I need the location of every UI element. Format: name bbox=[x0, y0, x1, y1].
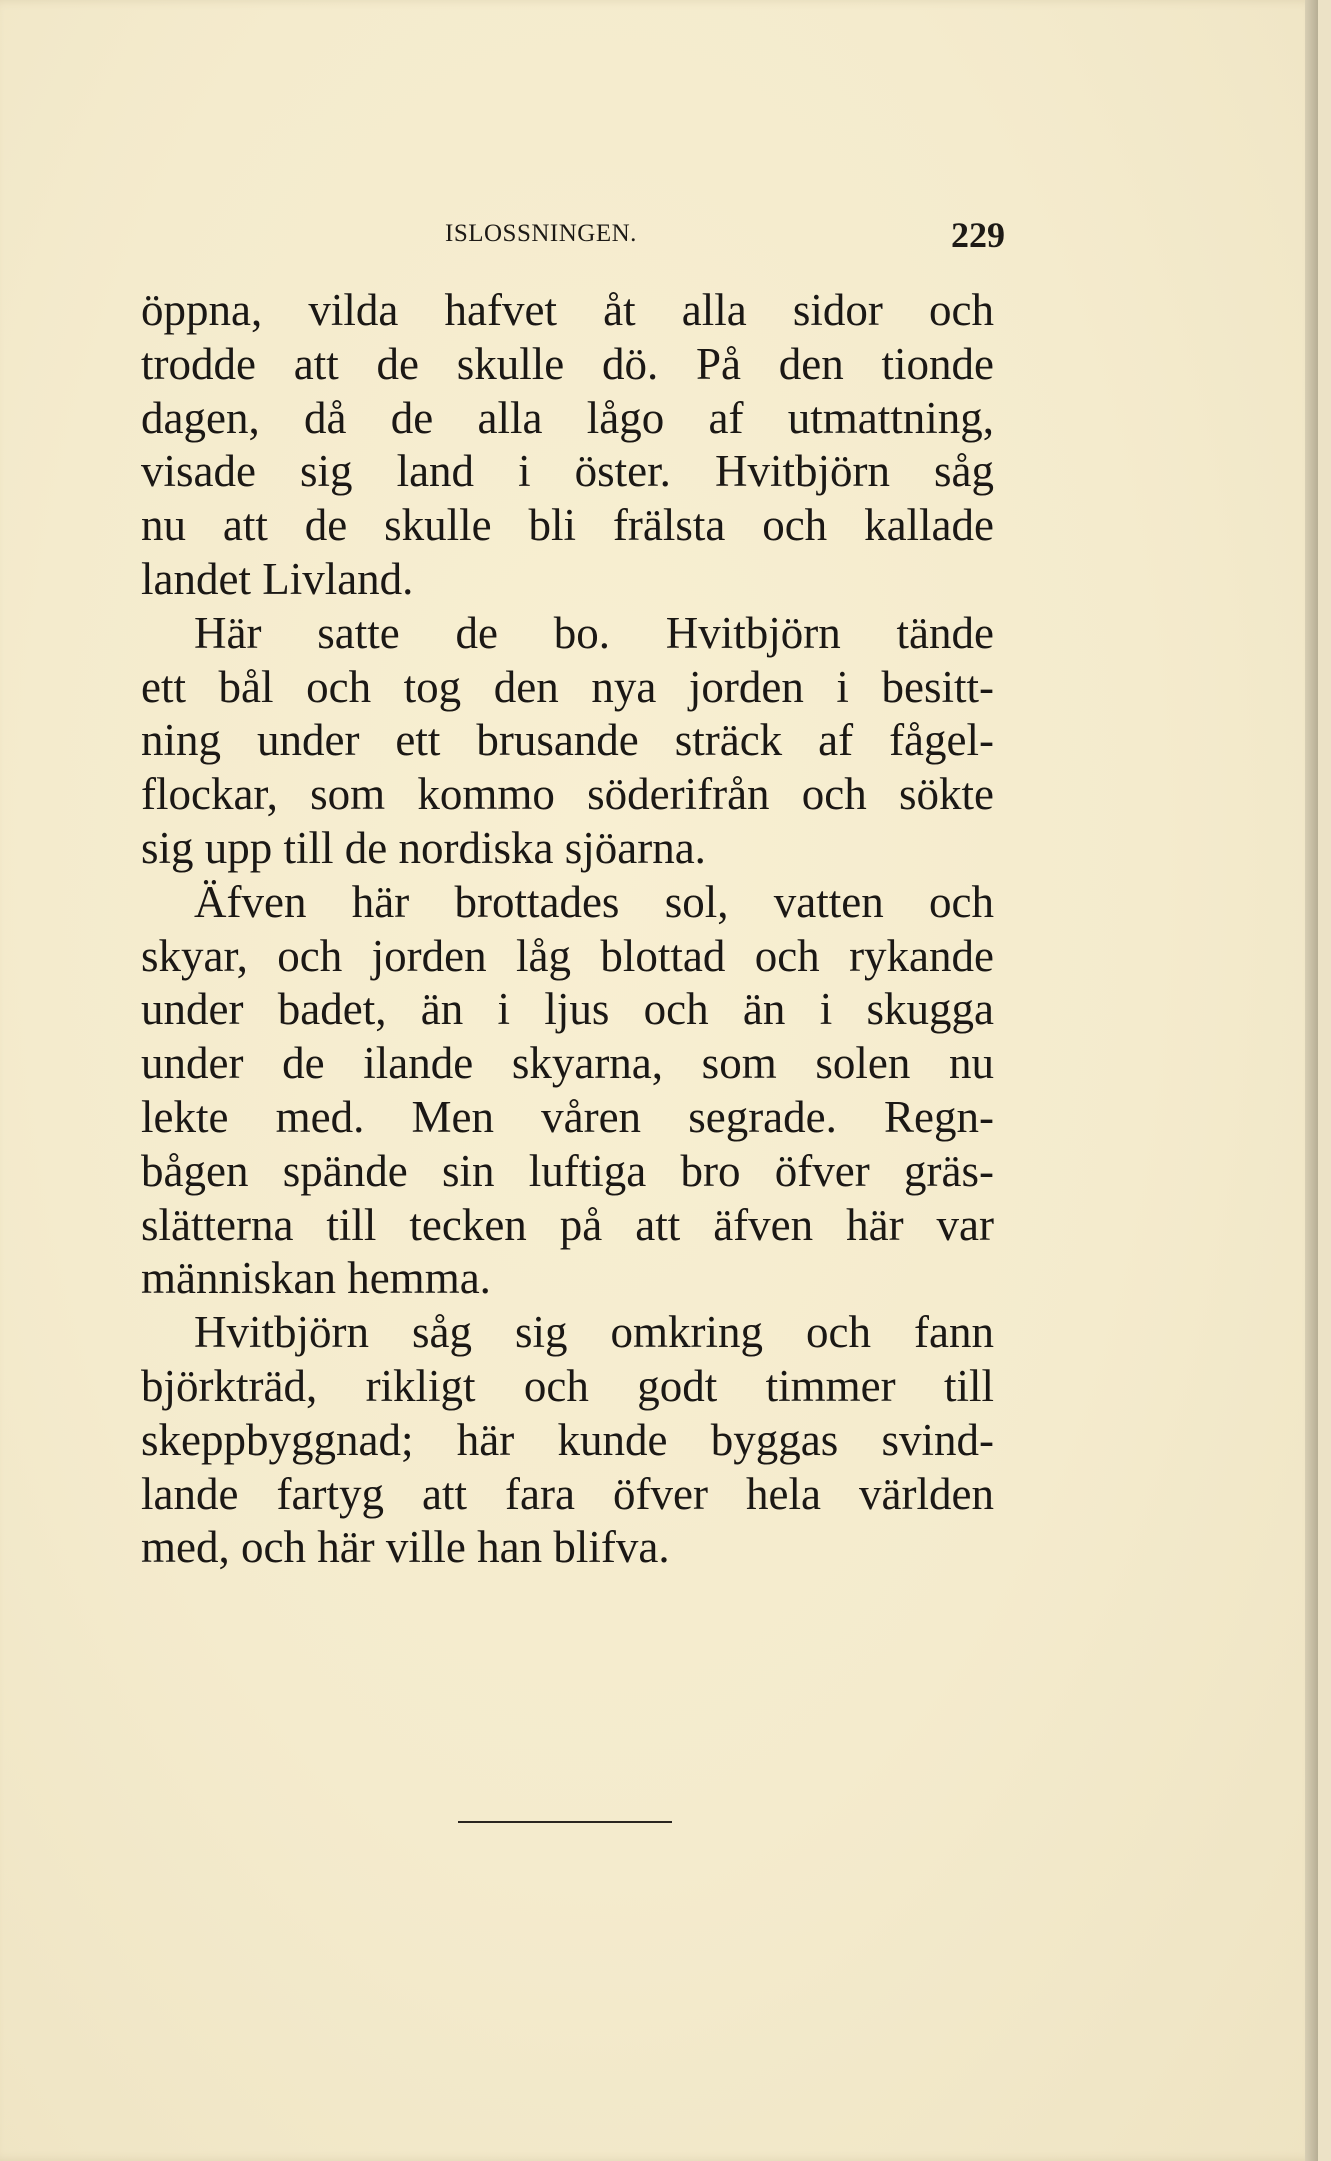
text-line: under de ilande skyarna, som solen nu bbox=[141, 1038, 994, 1089]
text-line: öppna, vilda hafvet åt alla sidor och bbox=[141, 285, 994, 335]
text-line: slätterna till tecken på att äfven här var bbox=[141, 1199, 994, 1250]
text-line: ett bål och tog den nya jorden i besitt- bbox=[141, 661, 994, 712]
text-line: landet Livland. bbox=[141, 553, 414, 604]
text-line: lande fartyg att fara öfver hela världen bbox=[141, 1468, 994, 1519]
text-line: sig upp till de nordiska sjöarna. bbox=[141, 822, 706, 873]
text-line: dagen, då de alla lågo af utmattning, bbox=[141, 392, 994, 443]
text-line: under badet, än i ljus och än i skugga bbox=[141, 984, 994, 1035]
text-line: Här satte de bo. Hvitbjörn tände bbox=[194, 607, 994, 658]
running-header bbox=[445, 215, 1005, 258]
text-line: skyar, och jorden låg blottad och rykande bbox=[141, 930, 994, 981]
page-number: 229 bbox=[951, 215, 1005, 255]
text-line: flockar, som kommo söderifrån och sökte bbox=[141, 769, 994, 820]
text-line: människan hemma. bbox=[141, 1253, 491, 1304]
text-line: björkträd, rikligt och godt timmer till bbox=[141, 1360, 994, 1411]
text-line: visade sig land i öster. Hvitbjörn såg bbox=[141, 446, 994, 497]
text-line: ning under ett brusande sträck af fågel- bbox=[141, 715, 994, 766]
text-line: nu att de skulle bli frälsta och kallade bbox=[141, 500, 994, 551]
text-line: lekte med. Men våren segrade. Regn- bbox=[141, 1091, 994, 1142]
text-line: skeppbyggnad; här kunde byggas svind- bbox=[141, 1414, 994, 1465]
text-line: med, och här ville han blifva. bbox=[141, 1522, 670, 1573]
text-line: Hvitbjörn såg sig omkring och fann bbox=[194, 1307, 994, 1358]
text-line: trodde att de skulle dö. På den tionde bbox=[141, 338, 994, 389]
text-line: Äfven här brottades sol, vatten och bbox=[194, 876, 994, 927]
text-line: bågen spände sin luftiga bro öfver gräs- bbox=[141, 1145, 994, 1196]
page-edge bbox=[1305, 0, 1318, 2161]
running-title: ISLOSSNINGEN. bbox=[445, 220, 637, 247]
chapter-end-rule bbox=[458, 1821, 672, 1823]
body-text bbox=[141, 284, 994, 1575]
